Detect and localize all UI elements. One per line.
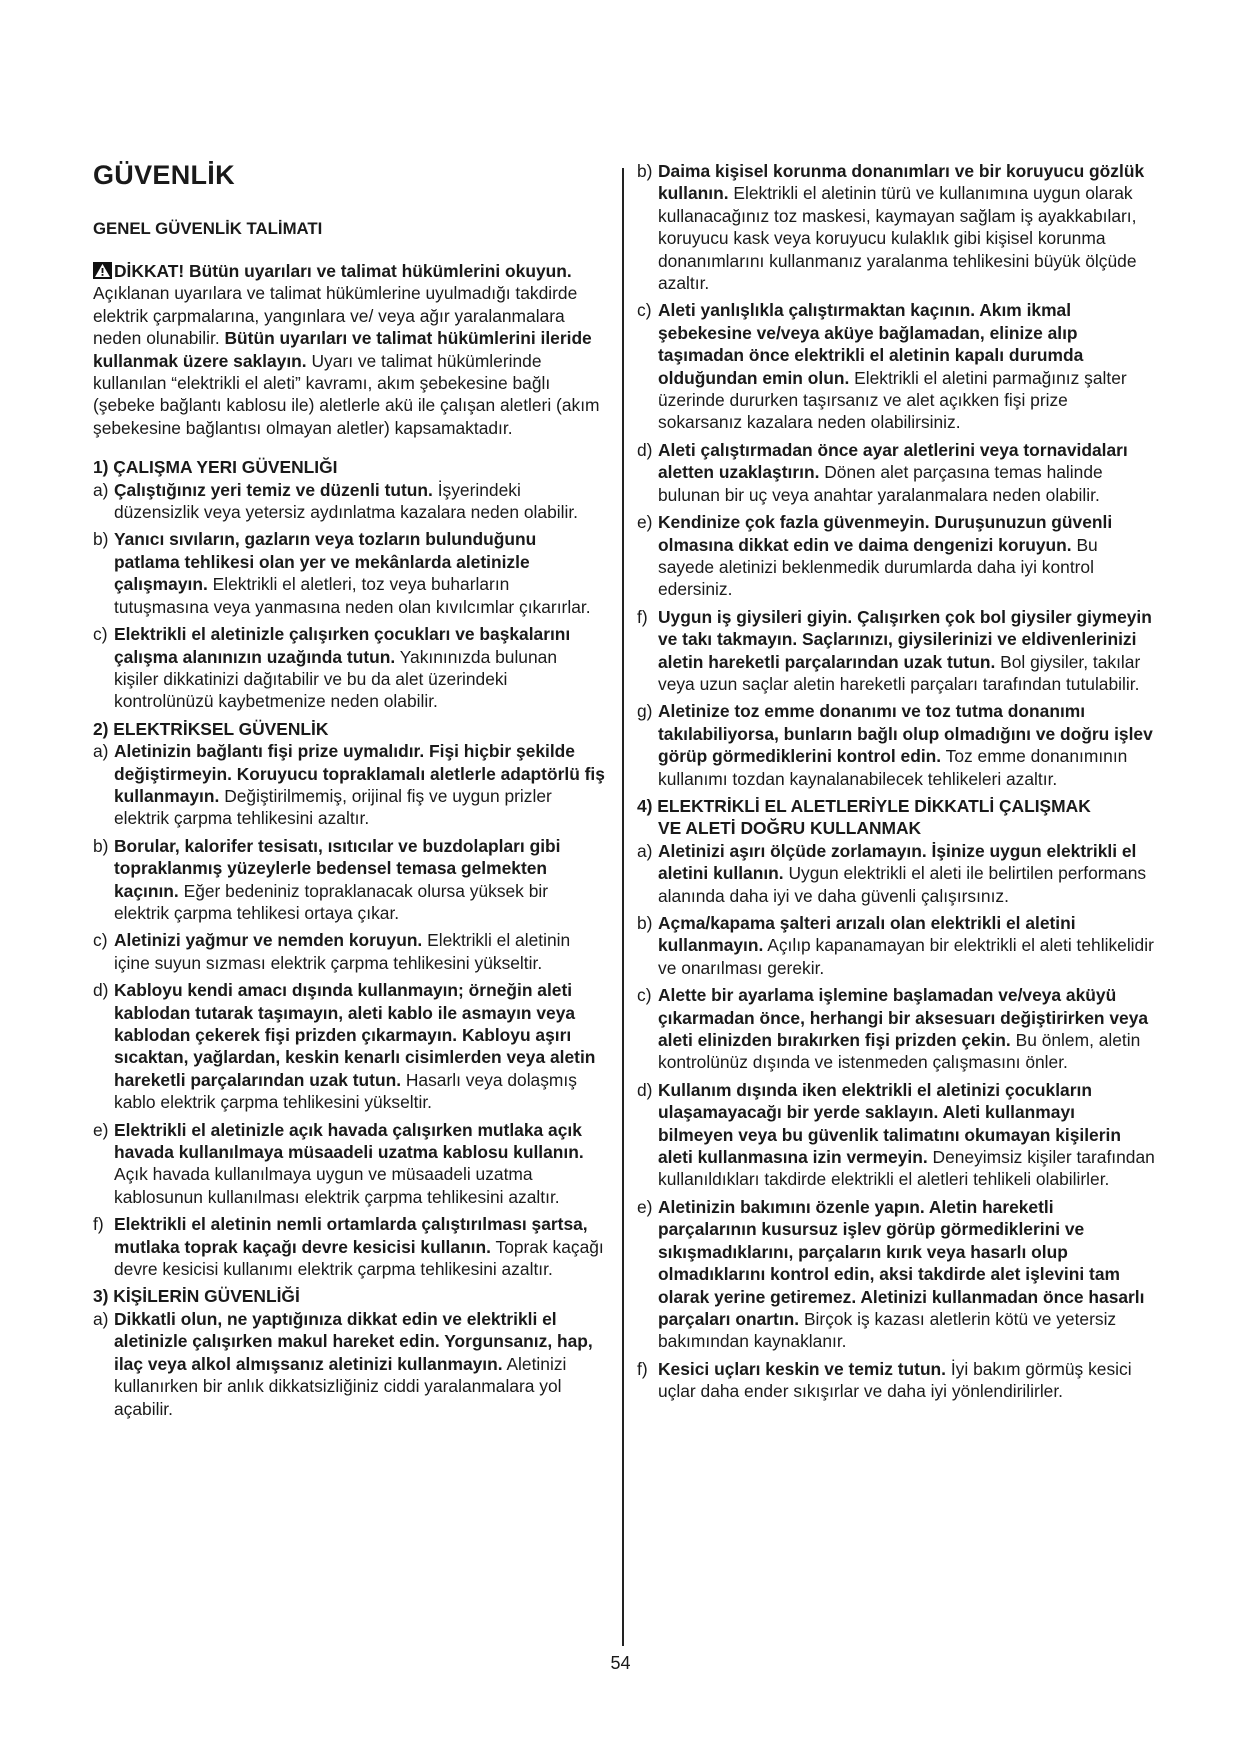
section-subtitle: GENEL GÜVENLİK TALİMATI (93, 219, 323, 238)
section-heading-4: 4) ELEKTRİKLİ EL ALETLERİYLE DİKKATLİ ÇALIŞMAK VE ALETİ DOĞRU KULLANMAK (637, 795, 1091, 839)
intro-text-1: Açıklanan uyarılara ve talimat hükümlerine uyulmadığı takdirde elektrik çarpmalarına, yangınlara ve/ veya ağır yaralanmalara neden olunabilir. (93, 283, 578, 349)
section-heading-2: 2) ELEKTRİKSEL GÜVENLİK (93, 718, 329, 739)
list-item: b) Açma/kapama şalteri arızalı olan elektrikli el aletini kullanmayın. Açılıp kapanamayan bir elektrikli el aleti tehlikelidir ve onarılması gerekir. (637, 913, 1154, 978)
list-item: b) Borular, kalorifer tesisatı, ısıtıcılar ve buzdolapları gibi topraklanmış yüzeylerle bedensel temasa gelmekten kaçının. Eğer bedeniniz topraklanacak olursa yüksek bir elektrik çarpma tehlikesi ortaya çıkar. (93, 835, 561, 923)
list-item: d) Kullanım dışında iken elektrikli el aletinizi çocukların ulaşamayacağı bir yerde saklayın. Aleti kullanmayı bilmeyen veya bu güvenlik talimatını okumayan kişilerin aleti kullanmasına izin vermeyin. Deneyimsiz kişiler tarafından kullanıldıkları takdirde elektrikli el aletleri tehlikeli olabilirler. (637, 1079, 1155, 1190)
intro-bold-2: Bütün uyarıları ve talimat hükümlerini ileride kullanmak üzere saklayın. (93, 328, 592, 371)
list-item: c) Aletinizi yağmur ve nemden koruyun. Elektrikli el aletinin içine suyun sızması elektrik çarpma tehlikesini yükseltir. (93, 930, 571, 973)
list-item: d) Aleti çalıştırmadan önce ayar aletlerini veya tornavidaları aletten uzaklaştırın. Dönen alet parçasına temas halinde bulunan bir uç veya anahtar yaralanmalara neden olabilir. (637, 439, 1128, 505)
section-heading-1: 1) ÇALIŞMA YERI GÜVENLIĞI (93, 457, 338, 478)
intro-bold-1: DİKKAT! Bütün uyarıları ve talimat hükümlerini okuyun. (114, 261, 572, 281)
list-item: d) Kabloyu kendi amacı dışında kullanmayın; örneğin aleti kablodan tutarak taşımayın, aleti kablo ile asmayın veya kablodan çekerek fişi prizden çıkarmayın. Kabloyu aşırı sıcaktan, yağlardan, keskin kenarlı cisimlerden veya aletin hareketli parçalarından uzak tutun. Hasarlı veya dolaşmış kablo elektrik çarpma tehlikesini yükseltir. (93, 980, 596, 1113)
warning-icon (93, 262, 112, 279)
section-heading-3: 3) KİŞİLERİN GÜVENLİĞİ (93, 1286, 300, 1307)
list-item: c) Aleti yanlışlıkla çalıştırmaktan kaçının. Akım ikmal şebekesine ve/veya aküye bağlamadan, elinize alıp taşımadan önce elektrikli el aletinin kapalı durumda olduğundan emin olun. Elektrikli el aletini parmağınız şalter üzerinde dururken taşırsanız ve alet açıkken fişi prize sokarsanız kazalara neden olabilirsiniz. (637, 300, 1127, 433)
list-item: e) Aletinizin bakımını özenle yapın. Aletin hareketli parçalarının kusursuz işlev görüp görmediklerini ve sıkışmadıklarını, parçaların kırık veya hasarlı olup olmadıklarını kontrol edin, aksi takdirde alet işlevini tam olarak yerine getiremez. Aletinizi kullanmadan önce hasarlı parçaları onartın. Birçok iş kazası aletlerin kötü ve yetersiz bakımından kaynaklanır. (637, 1196, 1145, 1352)
list-item: a) Dikkatli olun, ne yaptığınıza dikkat edin ve elektrikli el aletinizle çalışırken makul hareket edin. Yorgunsanız, hap, ilaç veya alkol almışsanız aletinizi kullanmayın. Aletinizi kullanırken bir anlık dikkatsizliğiniz ciddi yaralanmalara yol açabilir. (93, 1308, 593, 1419)
intro-paragraph (93, 260, 605, 439)
left-column (93, 160, 605, 1425)
list-item: g) Aletinize toz emme donanımı ve toz tutma donanımı takılabiliyorsa, bunların bağlı olup olmadığını ve doğru işlev görüp görmediklerini kontrol edin. Toz emme donanımının kullanımı tozdan kaynalanabilecek tehlikeleri azaltır. (637, 701, 1153, 789)
page-number: 54 (610, 1653, 631, 1673)
right-column (637, 160, 1155, 1408)
list-item: b) Yanıcı sıvıların, gazların veya tozların bulunduğunu patlama tehlikesi olan yer ve mekânlarda aletinizle çalışmayın. Elektrikli el aletleri, toz veya buharların tutuşmasına veya yanmasına neden olan kıvılcımlar çıkarırlar. (93, 529, 591, 617)
list-item: c) Elektrikli el aletinizle çalışırken çocukları ve başkalarını çalışma alanınızın uzağında tutun. Yakınınızda bulunan kişiler dikkatinizi dağıtabilir ve bu da alet üzerindeki kontrolünüzü kaybetmenize neden olabilir. (93, 624, 571, 712)
list-item: f) Kesici uçları keskin ve temiz tutun. İyi bakım görmüş kesici uçlar daha ender sıkışırlar ve daha iyi yönlendirilirler. (637, 1358, 1132, 1402)
page-title: GÜVENLİK (93, 160, 235, 190)
list-item: e) Kendinize çok fazla güvenmeyin. Duruşunuzun güvenli olmasına dikkat edin ve daima dengenizi koruyun. Bu sayede aletinizi beklenmedik durumlarda daha iyi kontrol edersiniz. (637, 512, 1113, 600)
list-item: a) Aletinizi aşırı ölçüde zorlamayın. İşinize uygun elektrikli el aletini kullanın. Uygun elektrikli el aleti ile belirtilen performans alanında daha iyi ve daha güvenli çalışırsınız. (637, 840, 1147, 906)
column-divider (622, 168, 624, 1646)
list-item: a) Çalıştığınız yeri temiz ve düzenli tutun. İşyerindeki düzensizlik veya yetersiz aydınlatma kazalara neden olabilir. (93, 479, 578, 523)
list-item: f) Uygun iş giysileri giyin. Çalışırken çok bol giysiler giymeyin ve takı takmayın. Saçlarınızı, giysilerinizi ve eldivenlerinizi aletin hareketli parçalarından uzak tutun. Bol giysiler, takılar veya uzun saçlar aletin hareketli parçaları tarafından tutulabilir. (637, 606, 1152, 694)
list-item: b) Daima kişisel korunma donanımları ve bir koruyucu gözlük kullanın. Elektrikli el aletinin türü ve kullanımına uygun olarak kullanacağınız toz maskesi, kaymayan sağlam iş ayakkabıları, koruyucu kask veya koruyucu kulaklık gibi kişisel korunma donanımlarını kullanmanız yaralanma tehlikesini büyük ölçüde azaltır. (637, 161, 1145, 294)
list-item: c) Alette bir ayarlama işlemine başlamadan ve/veya aküyü çıkarmadan önce, herhangi bir aksesuarı değiştirirken veya aleti elinizden bırakırken fişi prizden çekin. Bu önlem, aletin kontrolünüz dışında ve istenmeden çalışmasını önler. (637, 985, 1149, 1073)
intro-text-2: Uyarı ve talimat hükümlerinde kullanılan “elektrikli el aleti” kavramı, akım şebekesine bağlı (şebeke bağlantı kablosu ile) aletlerle akü ile çalışan aletleri (akım şebekesine bağlantısı olmayan aletler) kapsamaktadır. (93, 350, 600, 438)
list-item: f) Elektrikli el aletinin nemli ortamlarda çalıştırılması şartsa, mutlaka toprak kaçağı devre kesicisi kullanın. Toprak kaçağı devre kesicisi kullanımı elektrik çarpma tehlikesini azaltır. (93, 1214, 604, 1280)
list-item: e) Elektrikli el aletinizle açık havada çalışırken mutlaka açık havada kullanılmaya müsaadeli uzatma kablosu kullanın. Açık havada kullanılmaya uygun ve müsaadeli uzatma kablosunun kullanılması elektrik çarpma tehlikesini azaltır. (93, 1119, 584, 1207)
list-item: a) Aletinizin bağlantı fişi prize uymalıdır. Fişi hiçbir şekilde değiştirmeyin. Koruyucu topraklamalı aletlerle adaptörlü fiş kullanmayın. Değiştirilmemiş, orijinal fiş ve uygun prizler elektrik çarpma tehlikesini azaltır. (93, 741, 605, 829)
